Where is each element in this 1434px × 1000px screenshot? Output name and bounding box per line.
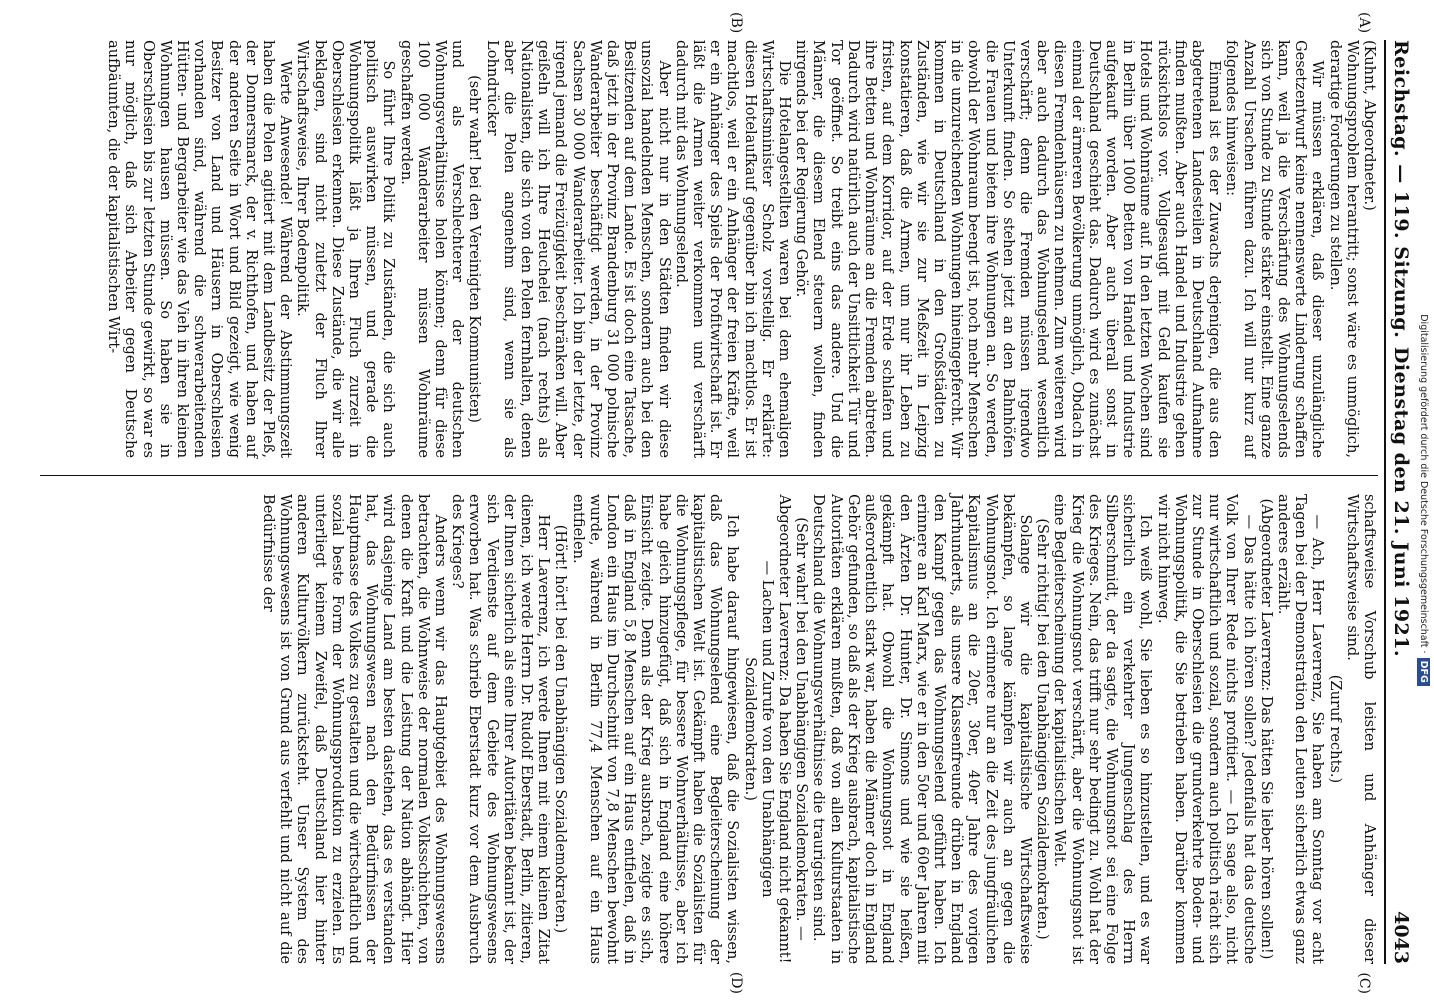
paragraph: Die Hotelangestellten waren bei dem ehemaligen Wirtschaftsminister Scholz vorstellig. Er erklärte: diesen Hotelaufkauf gegenüber bin ich machtlos. Er ist machtlos, weil er ein Anhänger der freien Kräfte, weil er ein Anhänger des Spiels der Profitwirtschaft ist. Er läßt die Armen weiter verkommen und verschärft dadurch mit das Wohnungselend. <box>672 40 794 458</box>
paragraph: Wir müssen erklären, daß dieser unzulängliche Gesetzentwurf keine nennenswerte Linderung schaffen kann, weil ja die Verschärfung des Wohnungselends sich von Stunde zu Stunde stärker einstellt. Eine ganze Anzahl Ursachen führen dazu. Ich will nur kurz auf folgendes hinweisen: <box>1223 40 1327 458</box>
page-number: 4043 <box>1390 911 1412 964</box>
paragraph: Aber nicht nur in den Städten finden wir diese unsozial handelnden Menschen, sondern auch bei den Besitzenden auf dem Lande. Es ist doch eine Tatsache, daß jetzt in der Provinz Brandenburg 31 000 polnische Wanderarbeiter beschäftigt werden, in der Provinz Sachsen 30 000 Wanderarbeiter. Ich bin der letzte, der irgend jemand die Freizügigkeit beschränken will. Aber geißeln will ich Ihre Heuchelei (nach rechts) als Nationalisten, die sich von den Polen fernhalten, denen aber die Polen angenehm sind, wenn sie als Lohndrücker <box>483 40 673 458</box>
interjection: (sehr wahr! bei den Vereinigten Kommunisten) <box>466 75 484 423</box>
header-date: Dienstag den 21. Juni 1921. <box>1390 346 1412 658</box>
interjection: (Abgeordneter Laverrenz: Das hätten Sie lieber hören sollen!) <box>1257 498 1275 960</box>
paragraph: und als Verschlechterer der deutschen Wohnungsverhältnisse holen können; denn für diese 100 000 Wanderarbeiter müssen Wohnräume geschaffen werden. <box>397 40 467 458</box>
digitization-text: Digitalisierung gefördert durch die Deutsche Forschungsgemeinschaft · <box>1418 314 1429 654</box>
paragraph: schaftsweise Vorschub leisten und Anhänger dieser Wirtschaftsweise sind. <box>1343 494 1378 964</box>
paragraph: So führt Ihre Politik zu Zuständen, die sich auch politisch auswirken müssen, und gerade die Wohnungspolitik läßt ja Ihren Fluch zurzeit in Oberschlesien erkennen. Diese Zustände, die wir alle beklagen, sind nicht zuletzt der Fluch Ihrer Wirtschaftsweise, Ihrer Bodenpolitik. <box>294 40 398 458</box>
paragraph: Herr Laverrenz, ich werde Ihnen mit einem kleinen Zitat dienen, ich werde Herrn Dr. Rudolf Eberstadt, Berlin, zitieren, der Ihnen sicherlich als eine Ihrer Autoritäten bekannt ist, der sich Verdienste auf dem Gebiete des Wohnungswesens erworben hat. Was schrieb Eberstadt kurz vor dem Ausbruch des Krieges? <box>449 494 553 964</box>
dfg-logo: DFG <box>1417 658 1430 686</box>
digitization-note <box>1412 0 1434 1000</box>
interjection: (Zuruf rechts.) <box>1326 674 1344 784</box>
interjection: (Hört! hört! bei den Unabhängigen Sozialdemokraten.) <box>552 524 570 934</box>
paragraph: Solange wir die kapitalistische Wirtschaftsweise bekämpfen, so lange kämpfen wir auch an gegen die Wohnungsnot. Ich erinnere nur an die Zeit des jungfräulichen Kapitalismus an die 20er, 30er, 40er Jahre des vorigen Jahrhunderts, als unsere Klassenfreunde drüben in England den Kampf gegen das Wohnungselend geführt haben. Ich erinnere an Karl Marx, wie er in den 50er und 60er Jahren mit den Ärzten Dr. Hunter, Dr. Simons und wie sie heißen, gekämpft hat. Obwohl die Wohnungsnot in England außerordentlich stark war, haben die Männer doch in England Gehör gefunden, so daß als der Krieg ausbrach, kapitalistische Autoritäten erklären mußten, daß von allen Kulturstaaten in Deutschland die Wohnungsverhältnisse die traurigsten sind. <box>810 494 1034 964</box>
interjection: (Sehr richtig! bei den Unabhängigen Sozialdemokraten.) <box>1034 518 1052 940</box>
left-column <box>40 40 1378 458</box>
paragraph: Ich weiß wohl, Sie lieben es so hinzustellen, und es war sicherlich ein verkehrter Jungenschlag des Herrn Silberschmidt, der da sagte, die Wohnungsnot sei eine Folge des Krieges. Nein, das trifft nur sehr bedingt zu. Wohl hat der Krieg die Wohnungsnot verschärft, aber die Wohnungsnot ist eine Begleiterscheinung der kapitalistischen Welt. <box>1051 494 1155 964</box>
right-column <box>40 494 1378 964</box>
header-left: Reichstag. — 119. Sitzung. <box>1390 40 1412 339</box>
paragraph: (Kuhnt, Abgeordneter.) <box>1361 40 1378 211</box>
margin-marker-d: (D) <box>728 971 744 994</box>
column-divider <box>40 475 1378 476</box>
paragraph: Werte Anwesende! Während der Abstimmungszeit haben die Polen agitiert mit dem Landbesitz der Pleß, der Donnersmarck, der v. Richthofen, und haben auf der anderen Seite in Wort und Bild gezeigt, wie wenig Besitzer von Land und Häusern in Oberschlesien vorhanden sind, während die schwerarbeitenden Hütten- und Bergarbeiter wie das Vieh in ihren kleinen Wohnungen hausen müssen. So haben sie in Oberschlesien bis zur letzten Stunde gewirkt, so war es nur möglich, daß sich Arbeiter gegen Deutsche aufbäumten, die der kapitalistischen Wirt- <box>105 40 295 458</box>
quotation: Anders wenn wir das Hauptgebiet des Wohnungswesens betrachten, die Wohnweise der normalen Volksschichten, von denen die Kraft und die Leistung der Nation abhängt. Hier wird dasjenige Land am besten dastehen, das es verstanden hat, das Wohnungswesen nach den Bedürfnissen der Hauptmasse des Volkes zu gestalten und die wirtschaftlich und sozial beste Form der Wohnungsproduktion zu erzielen. Es unterliegt keinem Zweifel, daß Deutschland hier hinter anderen Kulturvölkern zurücksteht. Unser System des Wohnungswesens ist von Grund aus verfehlt und nicht auf die Bedürfnisse der <box>260 494 450 964</box>
paragraph: — Das hätte ich hören sollen? Jedenfalls hat das deutsche Volk von Ihrer Rede nichts profitiert. — Ich sage also, nicht nur wirtschaftlich und sozial, sondern auch politisch rächt sich zur Stunde in Oberschlesien die grundverkehrte Boden- und Wohnungspolitik, die Sie betrieben haben. Darüber kommen wir nicht hinweg. <box>1154 494 1258 964</box>
paragraph: Ich habe darauf hingewiesen, daß die Sozialisten wissen, daß das Wohnungselend eine Begleiterscheinung der kapitalistischen Welt ist. Gekämpft haben die Sozialisten für die Wohnungspflege, für bessere Wohnverhältnisse, aber ich habe gleich hinzugefügt, daß sich in England eine höhere Einsicht zeigte. Denn als der Krieg ausbrach, zeigte es sich, daß in England 5,8 Menschen auf ein Haus entfielen, daß in London ein Haus im Durchschnitt von 7,8 Menschen bewohnt wurde, während in Berlin 77,4 Menschen auf ein Haus entfielen. <box>569 494 742 964</box>
paragraph: Wohnungsproblem herantritt; sonst wäre es unmöglich, derartige Forderungen zu stellen. <box>1326 40 1361 458</box>
paragraph: Einmal ist es der Zuwachs derjenigen, die aus den abgetretenen Landesteilen in Deutschland Aufnahme finden mußten. Aber auch Handel und Industrie gehen rücksichtslos vor. Vollgesaugt mit Geld kaufen sie Hotels und Wohnräume auf. In den letzten Wochen sind in Berlin über 1000 Betten von Handel und Industrie aufgekauft worden. Aber auch überall sonst in Deutschland geschieht das. Dadurch wird es zunächst einmal der ärmeren Bevölkerung unmöglich, Obdach in diesen Fremdenhäusern zu nehmen. Zum weiteren wird aber auch dadurch das Wohnungselend wesentlich verschärft; denn die Fremden müssen irgendwo Unterkunft finden. So stehen jetzt an den Bahnhöfen die Frauen und bieten ihre Wohnungen an. So werden, obwohl der Wohnraum beengt ist, noch mehr Menschen in die unzureichenden Wohnungen hineingepfercht. Wir kommen in Deutschland in den Großstädten zu Zuständen, wie wir sie zur Meßzeit in Leipzig konstatieren, daß die Armen, um nur ihr Leben zu fristen, auf dem Korridor, auf der Erde schlafen und ihre Betten und Wohnräume an die Fremden abtreten. Dadurch wird natürlich auch der Unsittlichkeit Tür und Tor geöffnet. So treibt eins das andere. Und die Männer, die diesem Elend steuern wollen, finden nirgends bei der Regierung Gehör. <box>793 40 1224 458</box>
margin-marker-c: (C) <box>1356 972 1372 994</box>
margin-marker-b: (B) <box>728 12 744 34</box>
margin-marker-a: (A) <box>1356 12 1372 34</box>
paragraph: — Ach, Herr Laverrenz, Sie haben am Sonntag vor acht Tagen bei der Demonstration den Leuten sicherlich etwas ganz anderes erzählt. <box>1274 494 1327 964</box>
interjection: (Sehr wahr! bei den Unabhängigen Sozialdemokraten. — Abgeordneter Laverrenz: Da haben Sie England nicht gekannt! — Lachen und Zurufe von den Unabhängigen Sozialdemokraten.) <box>741 494 811 964</box>
